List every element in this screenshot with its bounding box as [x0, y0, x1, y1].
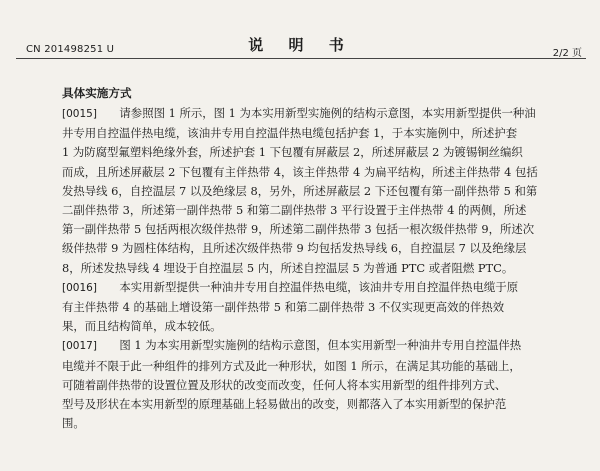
paragraph-line: 果，而且结构简单，成本较低。	[62, 319, 222, 334]
paragraph-line: 第一副伴热带 5 包括两根次级伴热带 9，所述第二副伴热带 3 包括一根次级伴热带 9，所述次	[62, 222, 535, 237]
paragraph-line: [0017] 图 1 为本实用新型实施例的结构示意图，但本实用新型一种油井专用自控温伴热	[62, 338, 522, 353]
paragraph-line: 井专用自控温伴热电缆，该油井专用自控温伴热电缆包括护套 1，于本实施例中，所述护套	[62, 126, 518, 141]
paragraph-line: 1 为防腐型氟塑料绝缘外套，所述护套 1 下包覆有屏蔽层 2，所述屏蔽层 2 为镀锡铜丝编织	[62, 145, 523, 160]
page-header	[16, 22, 586, 59]
paragraph-line: 级伴热带 9 为圆柱体结构，且所述次级伴热带 9 均包括发热导线 6，自控温层 7 以及绝缘层	[62, 241, 527, 256]
paragraph-line: 电缆并不限于此一种组件的排列方式及此一种形状，如图 1 所示，在满足其功能的基础上，	[62, 358, 521, 373]
paragraph-0016	[62, 278, 586, 337]
paragraph-line: 而成，且所述屏蔽层 2 下包覆有主伴热带 4，该主伴热带 4 为扁平结构，所述主伴热带 4 包括	[62, 164, 538, 179]
paragraph-line: 围。	[62, 416, 85, 431]
section-heading: 具体实施方式	[62, 86, 132, 100]
paragraph-0017	[62, 336, 586, 433]
paragraph-line: 二副伴热带 3，所述第一副伴热带 5 和第二副伴热带 3 平行设置于主伴热带 4 的两侧，所述	[62, 203, 527, 218]
publication-number: CN 201498251 U	[26, 44, 115, 55]
paragraph-number: [0017]	[62, 340, 97, 353]
paragraph-line: 型号及形状在本实用新型的原理基础上轻易做出的改变，则都落入了本实用新型的保护范	[62, 397, 507, 412]
document-title: 说 明 书	[248, 36, 354, 54]
page-number: 2/2 页	[552, 48, 582, 59]
paragraph-number: [0016]	[62, 281, 97, 294]
document-body	[62, 84, 586, 433]
paragraph-line: 发热导线 6，自控温层 7 以及绝缘层 8，另外，所述屏蔽层 2 下还包覆有第一副伴热带 5 和第	[62, 183, 538, 198]
header-divider	[16, 58, 586, 59]
paragraph-number: [0015]	[62, 108, 97, 120]
paragraph-line: 8，所述发热导线 4 埋设于自控温层 5 内，所述自控温层 5 为普通 PTC 或者阻燃 PTC。	[62, 260, 514, 275]
paragraph-line: [0016] 本实用新型提供一种油井专用自控温伴热电缆，该油井专用自控温伴热电缆于原	[62, 279, 519, 294]
paragraph-line: [0015] 请参照图 1 所示，图 1 为本实用新型实施例的结构示意图，本实用新型提供一种油	[62, 106, 536, 120]
paragraph-0015	[62, 104, 586, 278]
paragraph-line: 可随着副伴热带的设置位置及形状的改变而改变，任何人将本实用新型的组件排列方式、	[62, 377, 507, 392]
paragraph-line: 有主伴热带 4 的基础上增设第一副伴热带 5 和第二副伴热带 3 不仅实现更高效的伴热效	[62, 300, 505, 315]
